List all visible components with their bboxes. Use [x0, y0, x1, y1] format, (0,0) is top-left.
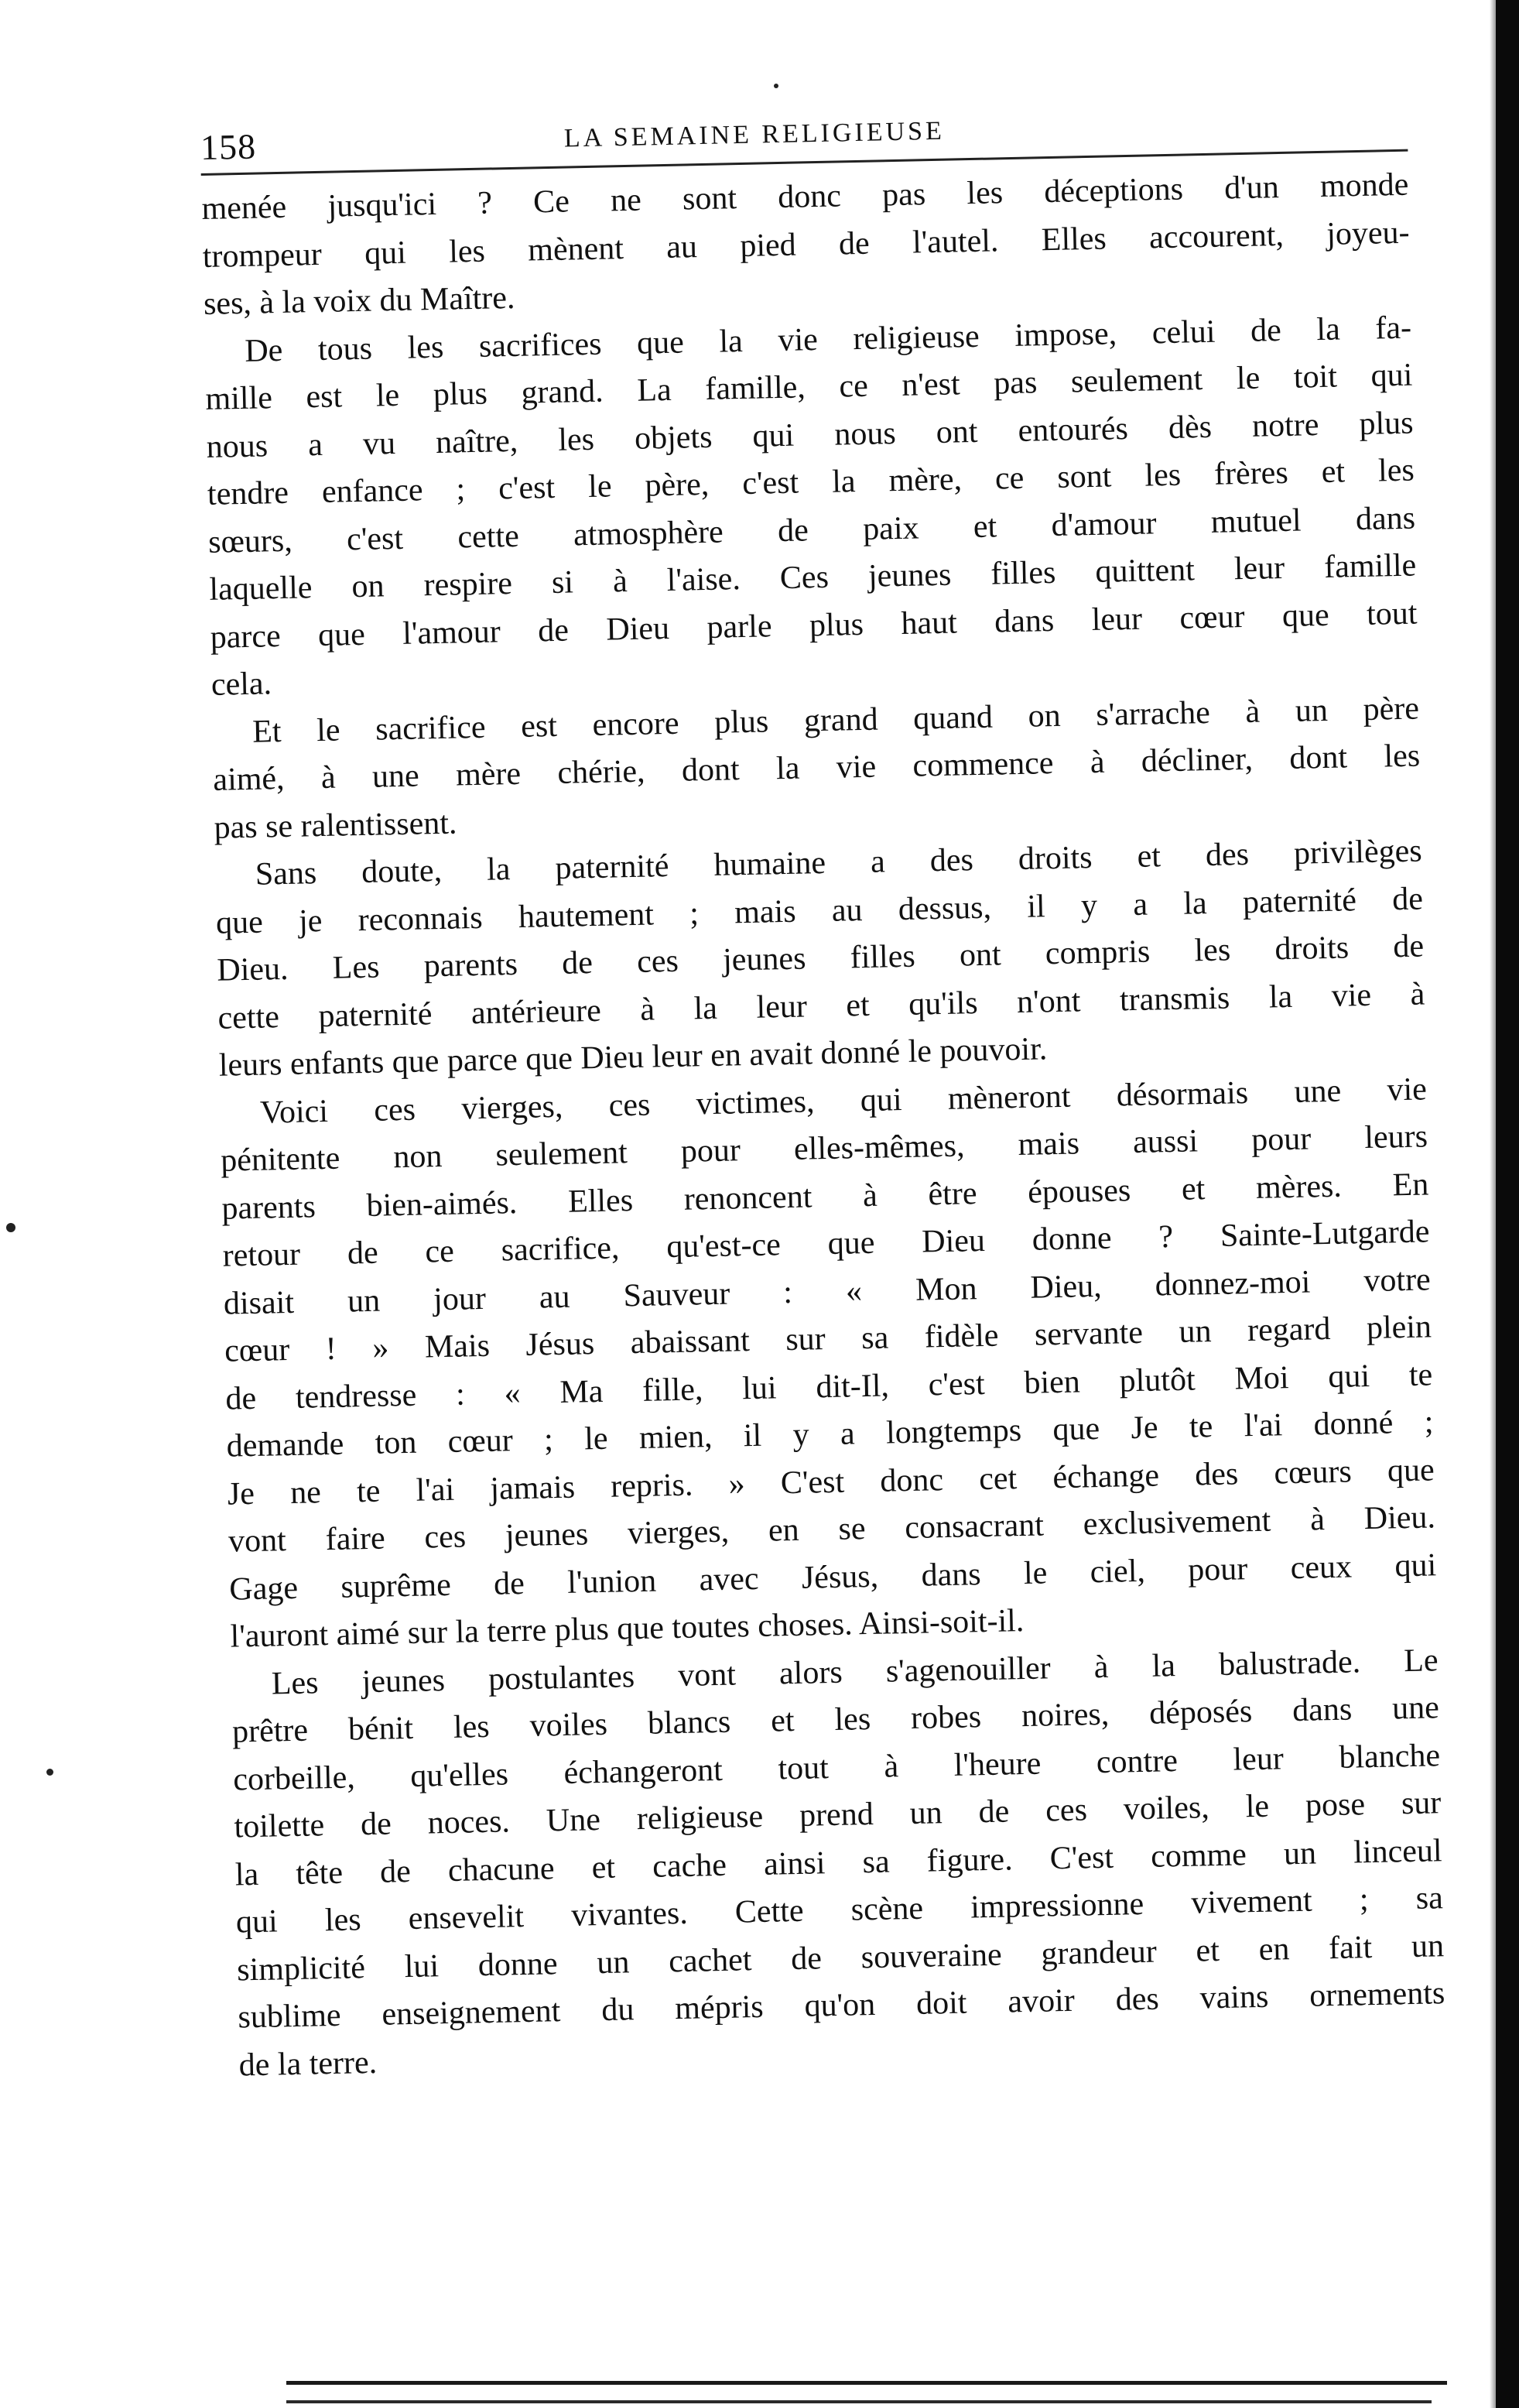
text-line: pas se ralentissent.: [214, 805, 457, 846]
scan-speck: [46, 1769, 53, 1776]
text-line: qui les ensevelit vivantes. Cette scène impressionne vivement ; sa: [235, 1880, 1444, 1940]
text-line: cœur ! » Mais Jésus abaissant sur sa fidèle servante un regard plein: [224, 1309, 1432, 1369]
text-line: Les jeunes postulantes vont alors s'agenouiller à la balustrade. Le: [271, 1642, 1439, 1702]
text-line: Sans doute, la paternité humaine a des droits et des privilèges: [255, 833, 1423, 892]
text-line: prêtre bénit les voiles blancs et les robes noires, déposés dans une: [231, 1690, 1440, 1750]
scan-speck: [774, 84, 778, 88]
text-line: menée jusqu'ici ? Ce ne sont donc pas les déceptions d'un monde: [201, 166, 1409, 227]
text-line: leurs enfants que parce que Dieu leur en avait donné le pouvoir.: [218, 1031, 1048, 1084]
text-line: demande ton cœur ; le mien, il y a longtemps que Je te l'ai donné ;: [226, 1404, 1434, 1464]
text-line: de tendresse : « Ma fille, lui dit-Il, c'est bien plutôt Moi qui te: [225, 1356, 1433, 1417]
text-line: aimé, à une mère chérie, dont la vie commence à décliner, dont les: [212, 738, 1421, 798]
text-line: nous a vu naître, les objets qui nous ont entourés dès notre plus: [206, 405, 1414, 465]
running-title: LA SEMAINE RELIGIEUSE: [563, 116, 946, 153]
bottom-scan-rule: [286, 2400, 1432, 2403]
text-line: Voici ces vierges, ces victimes, qui mèneront désormais une vie: [259, 1070, 1428, 1131]
bottom-scan-rule: [286, 2381, 1447, 2385]
text-line: Je ne te l'ai jamais repris. » C'est donc cet échange des cœurs que: [227, 1451, 1435, 1512]
text-line: trompeur qui les mènent au pied de l'autel. Elles accourent, joyeu-: [202, 214, 1410, 275]
text-line: laquelle on respire si à l'aise. Ces jeunes filles quittent leur famille: [209, 547, 1417, 608]
text-line: toilette de noces. Une religieuse prend un de ces voiles, le pose sur: [234, 1785, 1442, 1845]
text-line: la tête de chacune et cache ainsi sa figure. C'est comme un linceul: [234, 1832, 1442, 1893]
page-body: [201, 162, 1446, 2090]
text-line: De tous les sacrifices que la vie religieuse impose, celui de la fa-: [244, 310, 1412, 369]
text-line: simplicité lui donne un cachet de souveraine grandeur et en fait un: [236, 1927, 1445, 1988]
text-line: cela.: [210, 666, 272, 703]
text-line: disait un jour au Sauveur : « Mon Dieu, donnez-moi votre: [223, 1261, 1432, 1322]
text-line: Dieu. Les parents de ces jeunes filles ont compris les droits de: [216, 928, 1425, 988]
binding-shadow: [1490, 0, 1496, 2408]
text-line: sublime enseignement du mépris qu'on doit avoir des vains ornements: [238, 1975, 1445, 2036]
page-header: [200, 84, 1446, 170]
text-line: parce que l'amour de Dieu parle plus haut dans leur cœur que tout: [210, 595, 1418, 656]
book-page: [200, 84, 1446, 2083]
text-line: que je reconnais hautement ; mais au dessus, il y a la paternité de: [215, 880, 1424, 941]
text-line: Et le sacrifice est encore plus grand quand on s'arrache à un père: [251, 690, 1420, 750]
text-line: vont faire ces jeunes vierges, en se consacrant exclusivement à Dieu.: [228, 1499, 1436, 1560]
text-line: de la terre.: [238, 2044, 378, 2083]
text-line: ses, à la voix du Maître.: [203, 279, 515, 322]
text-line: parents bien-aimés. Elles renoncent à être épouses et mères. En: [221, 1166, 1429, 1227]
text-line: corbeille, qu'elles échangeront tout à l'heure contre leur blanche: [232, 1737, 1441, 1798]
text-line: l'auront aimé sur la terre plus que toutes choses. Ainsi-soit-il.: [230, 1603, 1025, 1655]
text-line: retour de ce sacrifice, qu'est-ce que Dieu donne ? Sainte-Lutgarde: [222, 1214, 1430, 1274]
text-line: sœurs, c'est cette atmosphère de paix et d'amour mutuel dans: [207, 500, 1416, 560]
text-line: pénitente non seulement pour elles-mêmes, mais aussi pour leurs: [220, 1118, 1428, 1179]
text-line: mille est le plus grand. La famille, ce n'est pas seulement le toit qui: [205, 357, 1413, 417]
text-line: Gage suprême de l'union avec Jésus, dans le ciel, pour ceux qui: [228, 1547, 1437, 1608]
text-line: cette paternité antérieure à la leur et qu'ils n'ont transmis la vie à: [217, 975, 1425, 1036]
page-number: 158: [200, 126, 257, 167]
text-line: tendre enfance ; c'est le père, c'est la mère, ce sont les frères et les: [207, 452, 1415, 512]
scan-speck: [6, 1223, 15, 1232]
binding-edge: [1496, 0, 1519, 2408]
